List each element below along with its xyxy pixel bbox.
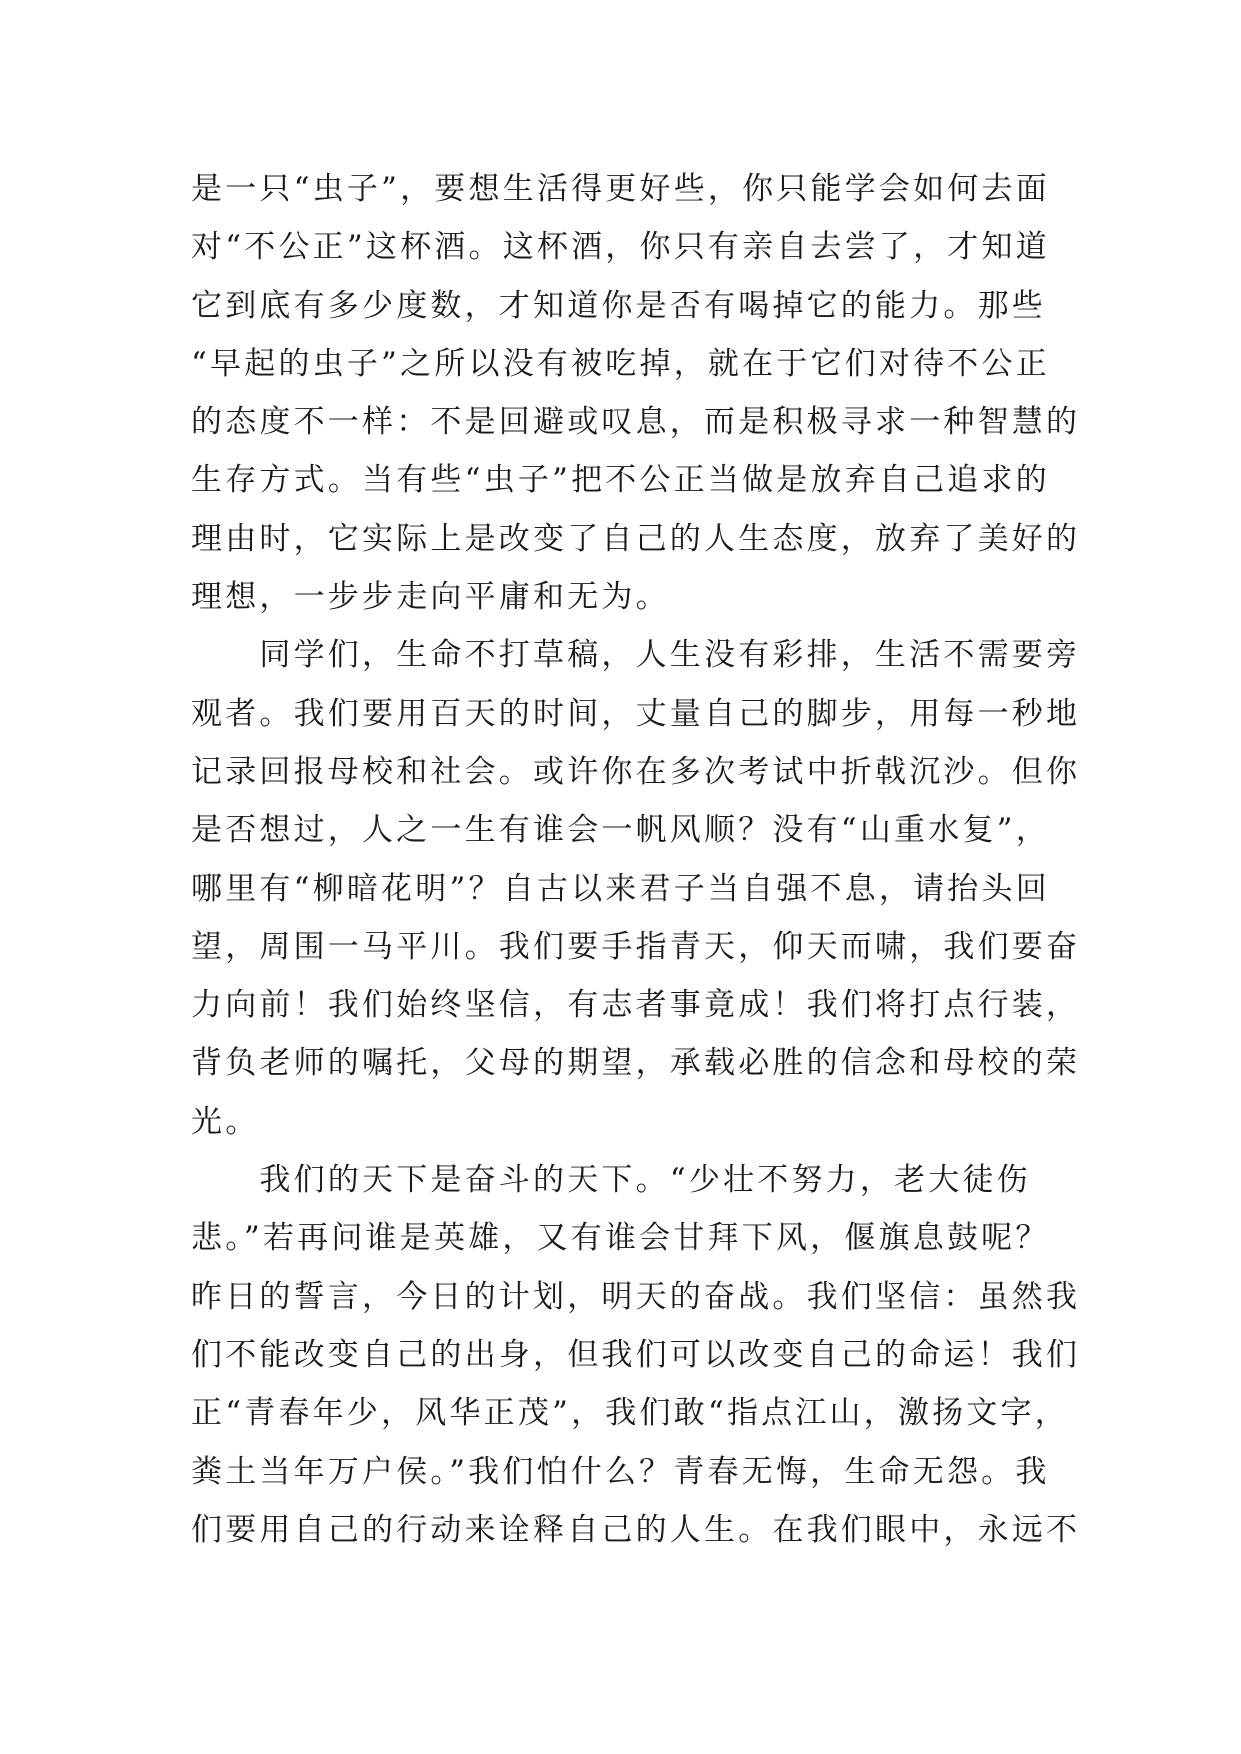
text-line: 观者。我们要用百天的时间，丈量自己的脚步，用每一秒地 xyxy=(191,695,1081,732)
text-line: 理由时，它实际上是改变了自己的人生态度，放弃了美好的 xyxy=(191,520,1081,557)
text-line: 望，周围一马平川。我们要手指青天，仰天而啸，我们要奋 xyxy=(191,928,1081,965)
text-line: 的态度不一样：不是回避或叹息，而是积极寻求一种智慧的 xyxy=(191,404,1081,441)
text-line: 悲。”若再问谁是英雄，又有谁会甘拜下风，偃旗息鼓呢？ xyxy=(191,1220,1050,1257)
text-line: 记录回报母校和社会。或许你在多次考试中折戟沉沙。但你 xyxy=(191,753,1081,790)
text-line: “早起的虫子”之所以没有被吃掉，就在于它们对待不公正 xyxy=(191,345,1050,382)
text-line: 是一只“虫子”，要想生活得更好些，你只能学会如何去面 xyxy=(191,171,1050,207)
text-line: 昨日的誓言，今日的计划，明天的奋战。我们坚信：虽然我 xyxy=(191,1278,1081,1315)
text-line: 理想，一步步走向平庸和无为。 xyxy=(191,579,670,616)
text-line: 力向前！我们始终坚信，有志者事竟成！我们将打点行装， xyxy=(191,987,1081,1024)
text-line: 哪里有“柳暗花明”？自古以来君子当自强不息，请抬头回 xyxy=(191,870,1050,907)
text-line: 生存方式。当有些“虫子”把不公正当做是放弃自己追求的 xyxy=(191,462,1050,499)
text-line: 它到底有多少度数，才知道你是否有喝掉它的能力。那些 xyxy=(191,287,1046,324)
text-line: 光。 xyxy=(191,1103,260,1140)
text-line: 对“不公正”这杯酒。这杯酒，你只有亲自去尝了，才知道 xyxy=(191,229,1050,266)
text-line: 背负老师的嘱托，父母的期望，承载必胜的信念和母校的荣 xyxy=(191,1045,1081,1082)
text-line: 是否想过，人之一生有谁会一帆风顺？没有“山重水复”， xyxy=(191,812,1050,849)
text-line: 们不能改变自己的出身，但我们可以改变自己的命运！我们 xyxy=(191,1336,1081,1373)
text-line: 正“青春年少，风华正茂”，我们敢“指点江山，激扬文字， xyxy=(191,1395,1069,1432)
text-line: 粪土当年万户侯。”我们怕什么？青春无悔，生命无怨。我 xyxy=(191,1453,1050,1490)
text-line: 们要用自己的行动来诠释自己的人生。在我们眼中，永远不 xyxy=(191,1511,1081,1548)
text-line: 同学们，生命不打草稿，人生没有彩排，生活不需要旁 xyxy=(191,637,1081,674)
body-text xyxy=(191,160,1081,1559)
text-line: 我们的天下是奋斗的天下。“少壮不努力，老大徒伤 xyxy=(191,1162,1031,1199)
